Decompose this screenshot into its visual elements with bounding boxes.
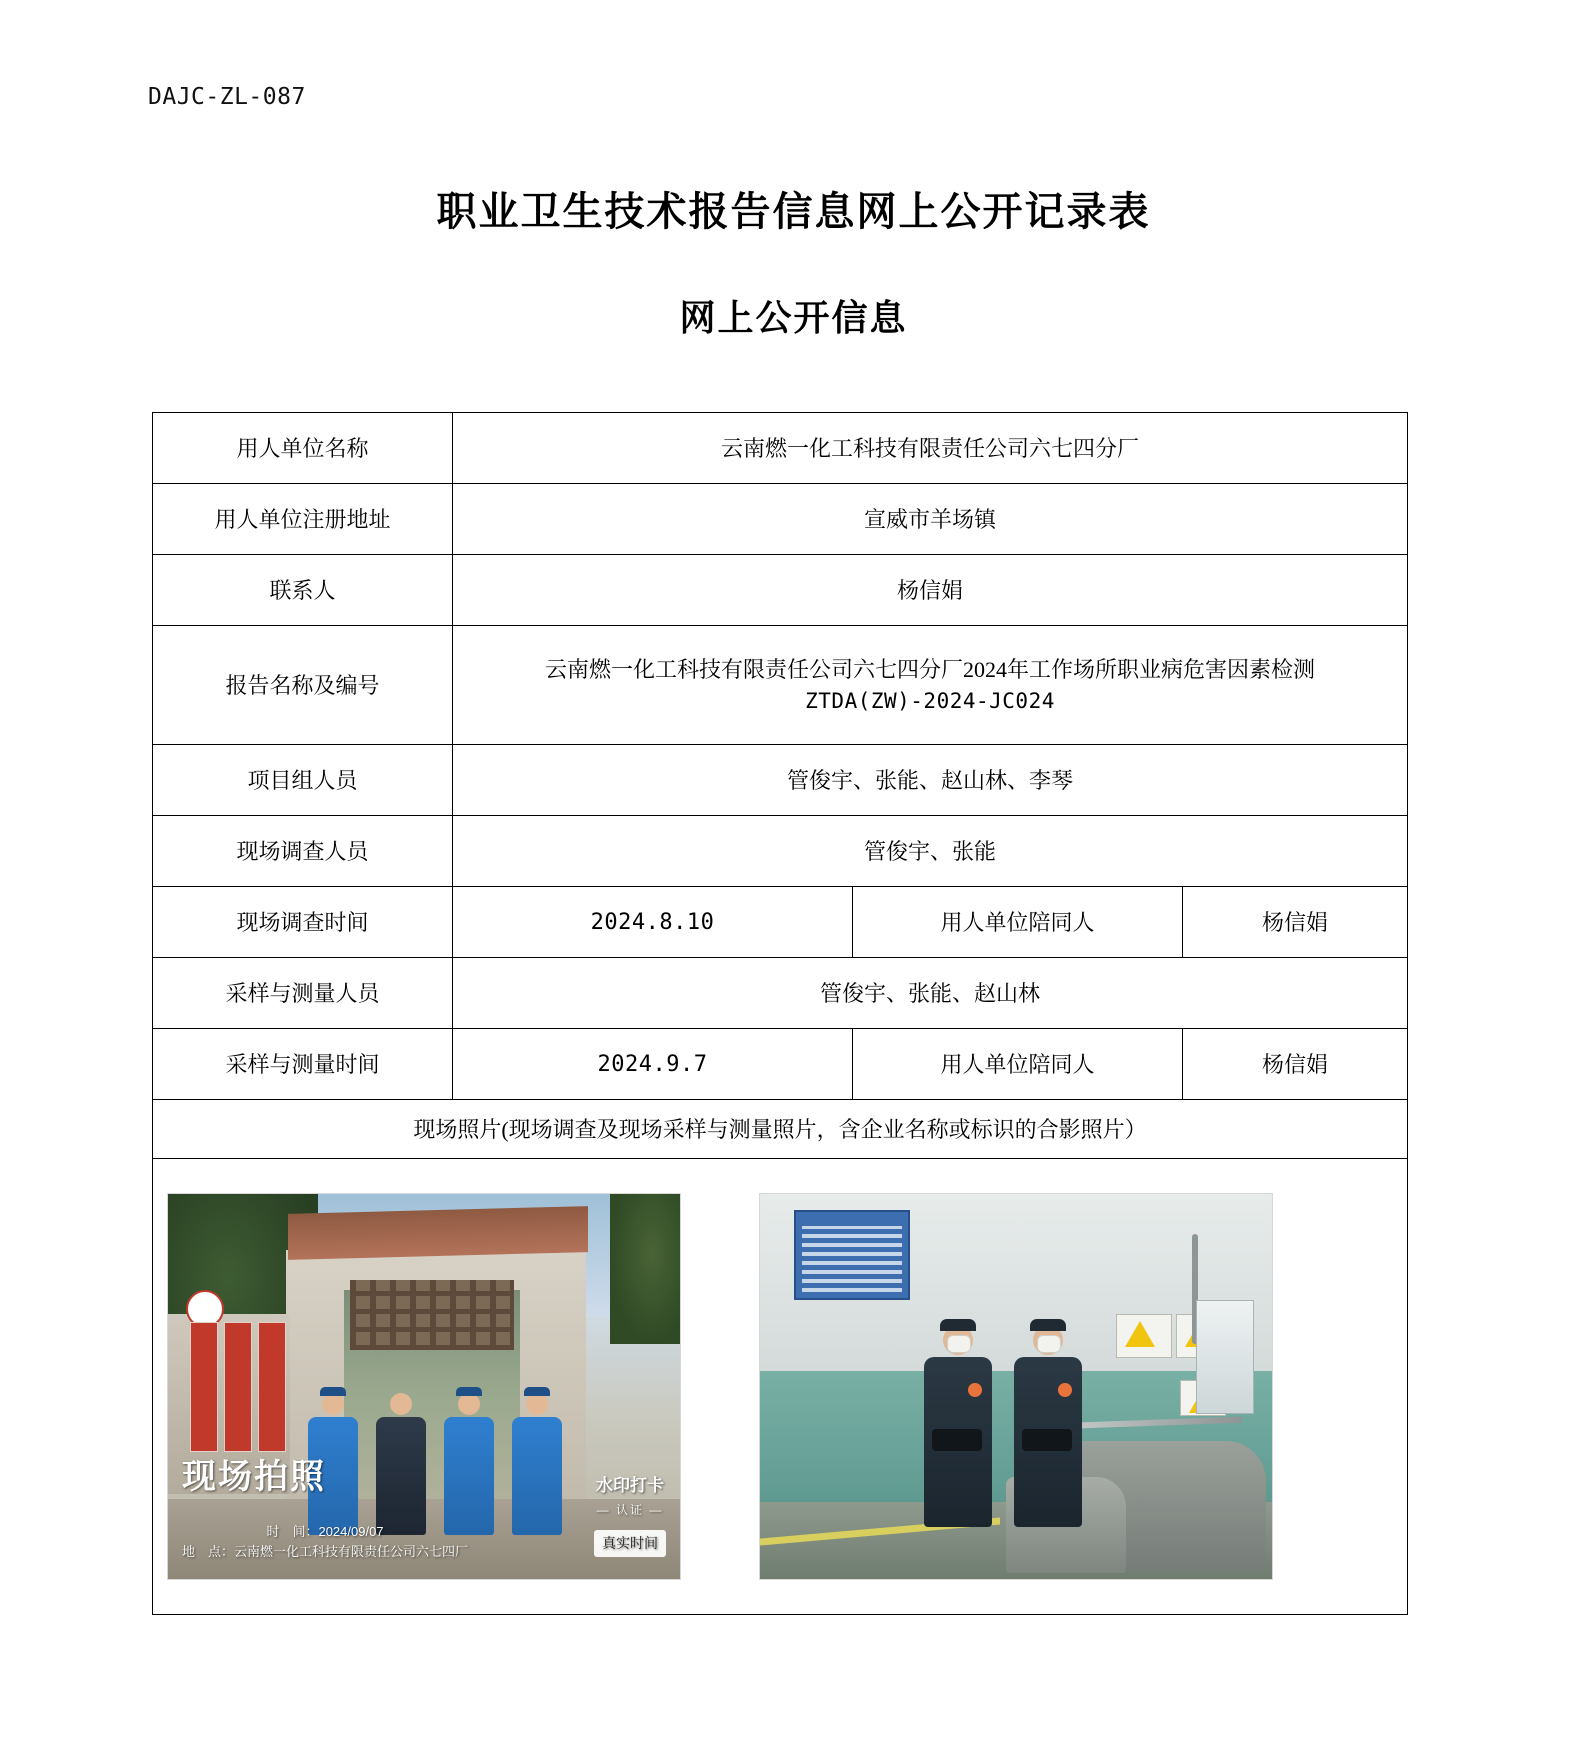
survey-time-label: 现场调查时间 (153, 887, 453, 958)
cap-icon (940, 1319, 976, 1331)
page-title: 职业卫生技术报告信息网上公开记录表 (436, 189, 1151, 234)
sampling-companion-value: 杨信娟 (1183, 1029, 1408, 1100)
contact-value: 杨信娟 (453, 555, 1408, 626)
watermark-stamp-sub: — 认证 — (596, 1503, 664, 1517)
tree-icon (610, 1194, 680, 1344)
table-row (153, 887, 1408, 958)
person-figure (444, 1393, 494, 1535)
employer-address-label: 用人单位注册地址 (153, 484, 453, 555)
respirator-mask-icon (947, 1335, 971, 1353)
sampling-staff-value: 管俊宇、张能、赵山林 (453, 958, 1408, 1029)
badge-icon (968, 1383, 982, 1397)
table-row (153, 1029, 1408, 1100)
photo-row (159, 1193, 1401, 1580)
sampling-time-value: 2024.9.7 (453, 1029, 853, 1100)
person-body (512, 1417, 562, 1535)
table-row (153, 958, 1408, 1029)
cap-icon (320, 1387, 346, 1396)
person-head (322, 1393, 344, 1415)
person-body (376, 1417, 426, 1535)
report-name-value (453, 626, 1408, 745)
person-head (526, 1393, 548, 1415)
worker-figure (924, 1325, 992, 1527)
photos-cell (153, 1159, 1408, 1615)
notice-board-content (802, 1226, 902, 1292)
report-name-label: 报告名称及编号 (153, 626, 453, 745)
sampler-device-icon (932, 1429, 982, 1451)
survey-time-value: 2024.8.10 (453, 887, 853, 958)
sampling-time-label: 采样与测量时间 (153, 1029, 453, 1100)
report-name-line1: 云南燃一化工科技有限责任公司六七四分厂2024年工作场所职业病危害因素检测 (544, 656, 1315, 682)
site-photo-workshop (759, 1193, 1273, 1580)
project-team-value: 管俊宇、张能、赵山林、李琴 (453, 745, 1408, 816)
person-head (390, 1393, 412, 1415)
employer-address-value: 宣威市羊场镇 (453, 484, 1408, 555)
respirator-mask-icon (1037, 1335, 1061, 1353)
survey-staff-label: 现场调查人员 (153, 816, 453, 887)
watermark-stamp-title: 水印打卡 (596, 1475, 664, 1495)
cap-icon (456, 1387, 482, 1396)
employer-name-value: 云南燃一化工科技有限责任公司六七四分厂 (453, 413, 1408, 484)
project-team-label: 项目组人员 (153, 745, 453, 816)
survey-companion-value: 杨信娟 (1183, 887, 1408, 958)
contact-label: 联系人 (153, 555, 453, 626)
badge-icon (1058, 1383, 1072, 1397)
document-code: DAJC-ZL-087 (148, 84, 306, 110)
watermark-time: 时 间：2024/09/07 (266, 1524, 384, 1539)
table-row (153, 413, 1408, 484)
watermark-stamp-time: 真实时间 (594, 1530, 666, 1557)
cap-icon (1030, 1319, 1066, 1331)
worker-head (943, 1325, 973, 1355)
notice-board (794, 1210, 910, 1300)
roof (288, 1206, 588, 1260)
worker-figure (1014, 1325, 1082, 1527)
site-photo-gate (167, 1193, 681, 1580)
table-row (153, 555, 1408, 626)
red-banner (190, 1322, 218, 1452)
sampler-device-icon (1022, 1429, 1072, 1451)
worker-head (1033, 1325, 1063, 1355)
table-row (153, 745, 1408, 816)
survey-companion-label: 用人单位陪同人 (853, 887, 1183, 958)
watermark-place: 地 点：云南燃一化工科技有限责任公司六七四厂 (182, 1543, 469, 1559)
watermark-stamp (594, 1473, 666, 1558)
red-banner (258, 1322, 286, 1452)
table-row (153, 816, 1408, 887)
red-banner (224, 1322, 252, 1452)
watermark-title: 现场拍照 (182, 1458, 326, 1496)
survey-staff-value: 管俊宇、张能 (453, 816, 1408, 887)
public-info-table (152, 412, 1408, 1615)
lattice-decoration (350, 1280, 514, 1350)
table-row (153, 626, 1408, 745)
photos-caption: 现场照片(现场调查及现场采样与测量照片，含企业名称或标识的合影照片） (153, 1100, 1408, 1159)
person-figure (376, 1393, 426, 1535)
sampling-companion-label: 用人单位陪同人 (853, 1029, 1183, 1100)
sampling-staff-label: 采样与测量人员 (153, 958, 453, 1029)
person-head (458, 1393, 480, 1415)
watermark-details (182, 1522, 468, 1561)
person-figure (512, 1393, 562, 1535)
person-body (444, 1417, 494, 1535)
warning-triangle-icon (1125, 1321, 1155, 1347)
table-row (153, 484, 1408, 555)
employer-name-label: 用人单位名称 (153, 413, 453, 484)
cap-icon (524, 1387, 550, 1396)
page-subtitle: 网上公开信息 (679, 298, 908, 338)
table-row (153, 1100, 1408, 1159)
equipment-cabinet (1196, 1300, 1254, 1414)
report-number: ZTDA(ZW)-2024-JC024 (805, 688, 1055, 713)
warning-sign-icon (1116, 1314, 1172, 1358)
table-row (153, 1159, 1408, 1615)
